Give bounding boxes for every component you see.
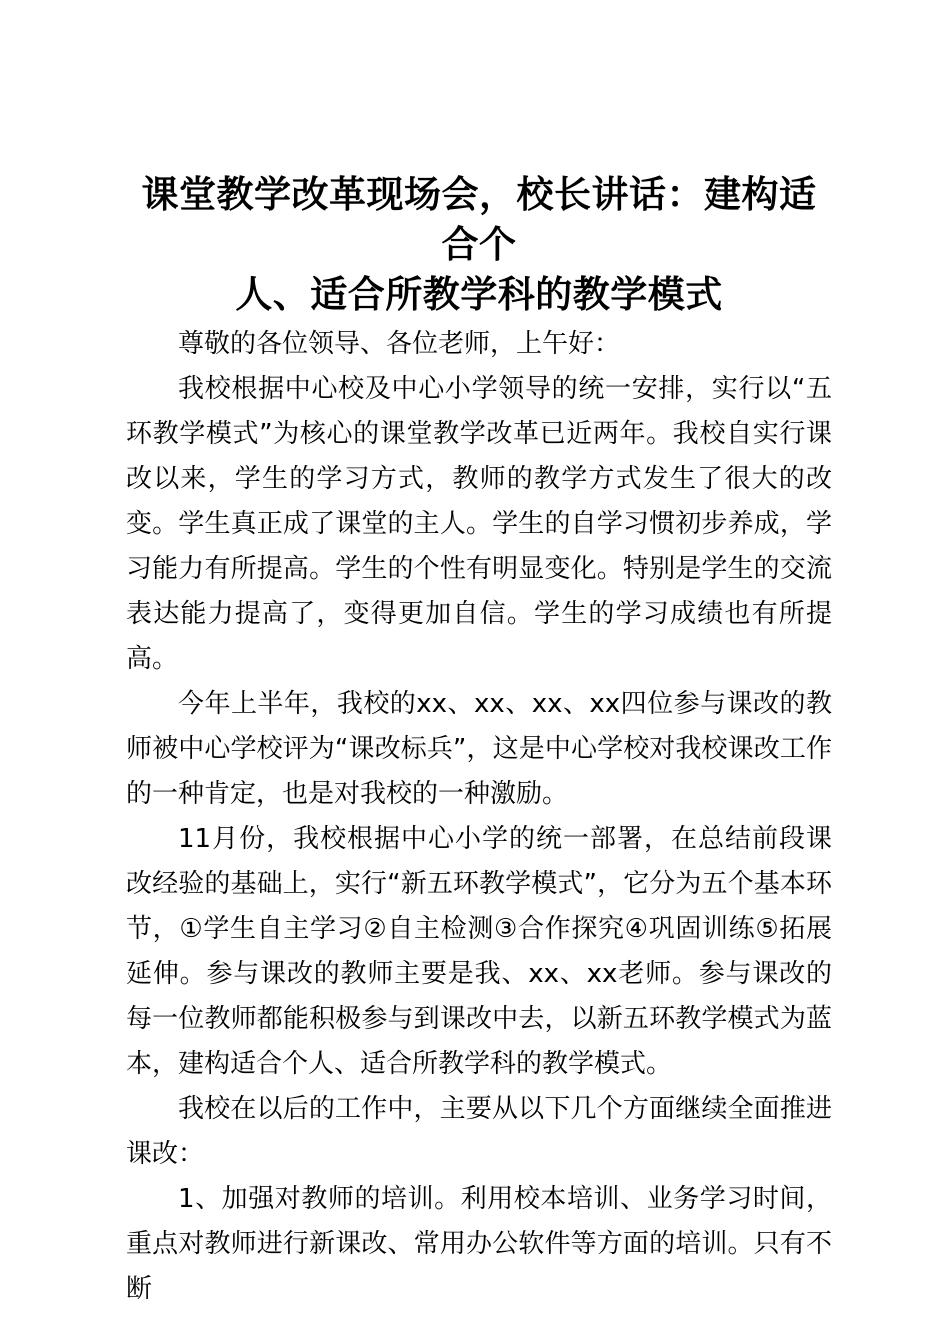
title-line-1: 课堂教学改革现场会，校长讲话：建构适合个 bbox=[141, 173, 817, 266]
document-title bbox=[126, 170, 832, 320]
document-page bbox=[126, 170, 832, 1312]
body-paragraph-new-model: 11月份，我校根据中心小学的统一部署，在总结前段课改经验的基础上，实行“新五环教学模式”，它分为五个基本环节，①学生自主学习②自主检测③合作探究④巩固训练⑤拓展延伸。参与课改的教师主要是我、xx、xx老师。参与课改的每一位教师都能积极参与到课改中去，以新五环教学模式为蓝本，建构适合个人、适合所教学科的教学模式。 bbox=[126, 824, 832, 1079]
body-paragraph-reform-overview: 我校根据中心校及中心小学领导的统一安排，实行以“五环教学模式”为核心的课堂教学改革已近两年。我校自实行课改以来，学生的学习方式，教师的教学方式发生了很大的改变。学生真正成了课堂的主人。学生的自学习惯初步养成，学习能力有所提高。学生的个性有明显变化。特别是学生的交流表达能力提高了，变得更加自信。学生的学习成绩也有所提高。 bbox=[126, 374, 832, 674]
body-paragraph-future-work: 我校在以后的工作中，主要从以下几个方面继续全面推进课改： bbox=[126, 1094, 832, 1169]
body-paragraph-teacher-awards: 今年上半年，我校的xx、xx、xx、xx四位参与课改的教师被中心学校评为“课改标兵”，这是中心学校对我校课改工作的一种肯定，也是对我校的一种激励。 bbox=[126, 689, 832, 809]
greeting-paragraph: 尊敬的各位领导、各位老师，上午好： bbox=[178, 329, 621, 359]
body-paragraph-training: 1、加强对教师的培训。利用校本培训、业务学习时间，重点对教师进行新课改、常用办公软件等方面的培训。只有不断 bbox=[126, 1184, 832, 1304]
title-line-2: 人、适合所教学科的教学模式 bbox=[235, 273, 723, 316]
